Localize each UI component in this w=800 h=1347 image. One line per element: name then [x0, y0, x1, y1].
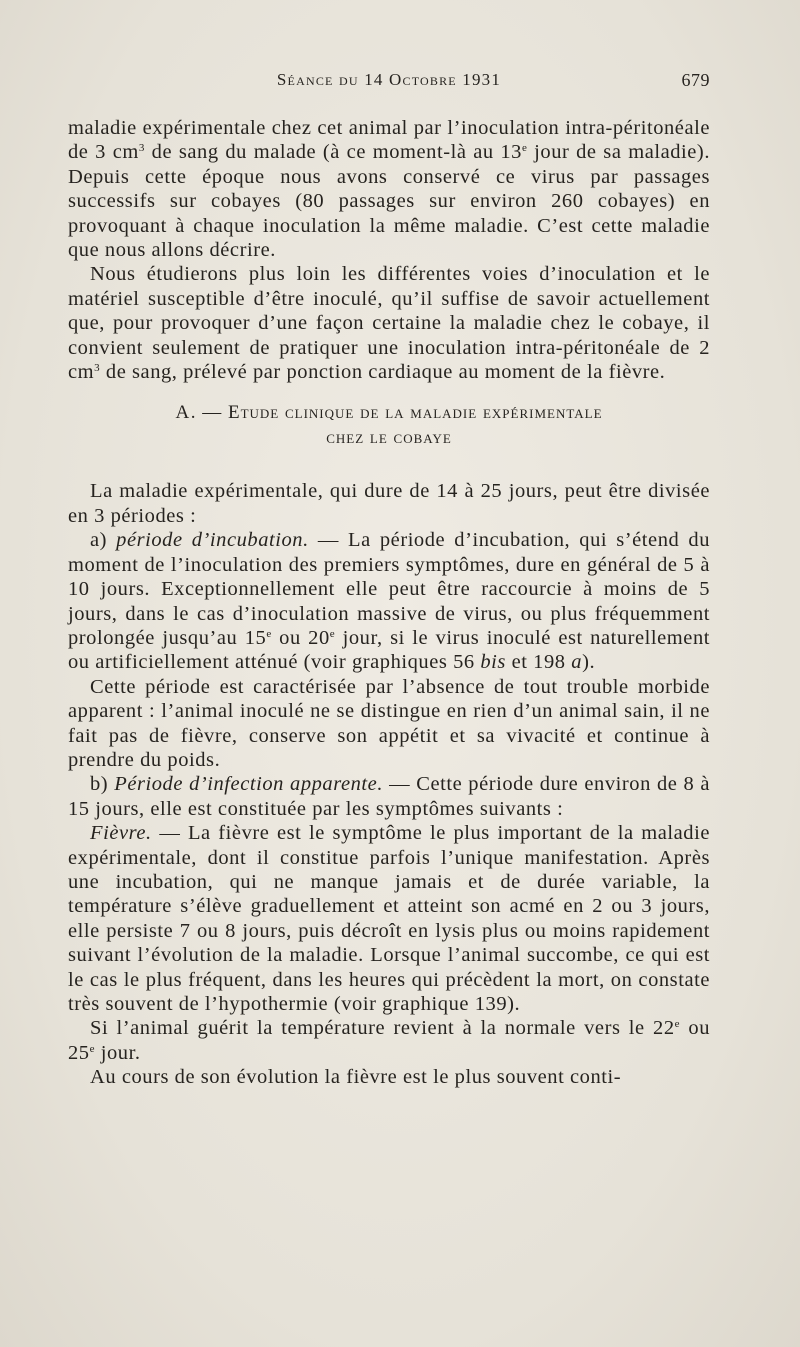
superscript: e [266, 627, 272, 640]
paragraph: Cette période est caractérisée par l’absence de tout trouble morbide apparent : l’animal inoculé ne se distingue en rien d’un animal sain, il ne fait pas de fièvre, conserve son appétit et sa vivacité et continue à prendre du poids. [68, 675, 710, 771]
superscript: e [89, 1042, 96, 1055]
text-run: jour. [95, 1041, 141, 1064]
superscript: e [674, 1018, 681, 1031]
text-run: Si l’animal guérit la température revient à la normale vers le 22 [90, 1017, 675, 1040]
text-run: de sang, prélevé par ponction cardiaque au moment de la fièvre. [100, 361, 666, 384]
paragraph-continuation [68, 116, 710, 262]
list-label: b) [90, 773, 115, 796]
emphasis: bis [480, 651, 506, 674]
paragraph [68, 528, 710, 674]
running-head: Séance du 14 Octobre 1931 [276, 70, 502, 89]
text-run: Nous étudierons plus loin les différentes voies d’inoculation et le matériel susceptible d’être inoculé, qu’il suffise de savoir actuellement que, pour provoquer d’une façon certaine la maladie chez le cobaye, il convient seulement de pratiquer une inoculation intra-péritonéale de 2 cm [68, 263, 710, 384]
section-heading [68, 402, 710, 449]
text-run: jour de sa maladie). Depuis cette époque nous avons conservé ce virus par passages successifs sur cobayes (80 passages sur environ 260 cobayes) en provoquant à chaque inoculation la même maladie. C’est cette maladie que nous allons décrire. [68, 141, 710, 262]
paragraph [68, 821, 710, 1016]
section-dash: — [202, 402, 223, 424]
emphasis: période d’incubation. [116, 529, 309, 552]
text-run: — La période d’incubation, qui s’étend du moment de l’inoculation des premiers symptômes, dure en général de 5 à 10 jours. Exceptionnellement elle peut être raccourcie à moins de 5 jours, dans le cas d’inoculation massive de virus, ou plus fréquemment prolongée jusqu’au 15 [68, 529, 710, 649]
emphasis: Fièvre. [90, 822, 152, 845]
list-label: a) [90, 529, 117, 552]
page-header [68, 68, 710, 98]
page-number: 679 [681, 70, 710, 90]
emphasis: Période d’infection apparente. [114, 773, 384, 796]
text-run: — La fièvre est le symptôme le plus important de la maladie expérimentale, dont il constitue parfois l’unique manifestation. Après une incubation, qui ne manque jamais et de durée variable, la température s’élève graduellement et atteint son acmé en 2 ou 3 jours, elle persiste 7 ou 8 jours, puis décroît en lysis plus ou moins rapidement suivant l’évolution de la maladie. Lorsque l’animal succombe, ce qui est le cas le plus fréquent, dans les heures qui précèdent la mort, on constate très souvent de l’hypothermie (voir graphique 139). [68, 822, 710, 1015]
superscript: e [329, 627, 336, 640]
paragraph [68, 1016, 710, 1065]
emphasis: a [571, 651, 583, 674]
superscript: 3 [94, 362, 101, 375]
text-run: maladie expérimentale chez cet animal par l’inoculation intra-péritonéale de 3 cm [68, 117, 710, 164]
paragraph: Au cours de son évolution la fièvre est le plus souvent conti- [90, 1066, 622, 1089]
text-run: ou 20 [271, 626, 330, 649]
text-run: ). [582, 651, 596, 674]
section-title-line2: chez le cobaye [326, 427, 452, 449]
paragraph [68, 262, 710, 384]
superscript: e [521, 142, 528, 155]
section-title-line1: Etude clinique de la maladie expérimentale [227, 402, 603, 424]
text-run: et 198 [505, 651, 572, 674]
text-run: jour, si le virus inoculé est naturellement ou artificiellement atténué (voir graphiques 56 [68, 626, 710, 674]
text-run: de sang du malade (à ce moment-là au 13 [144, 141, 522, 164]
text-run: ou 25 [68, 1017, 710, 1064]
text-run: — Cette période dure environ de 8 à 15 jours, elle est constituée par les symptômes suivants : [68, 773, 711, 820]
body-text [68, 116, 710, 1090]
paragraph [68, 772, 710, 821]
paragraph: La maladie expérimentale, qui dure de 14 à 25 jours, peut être divisée en 3 périodes : [68, 480, 710, 527]
section-letter: A. [175, 402, 197, 424]
superscript: 3 [138, 142, 145, 155]
